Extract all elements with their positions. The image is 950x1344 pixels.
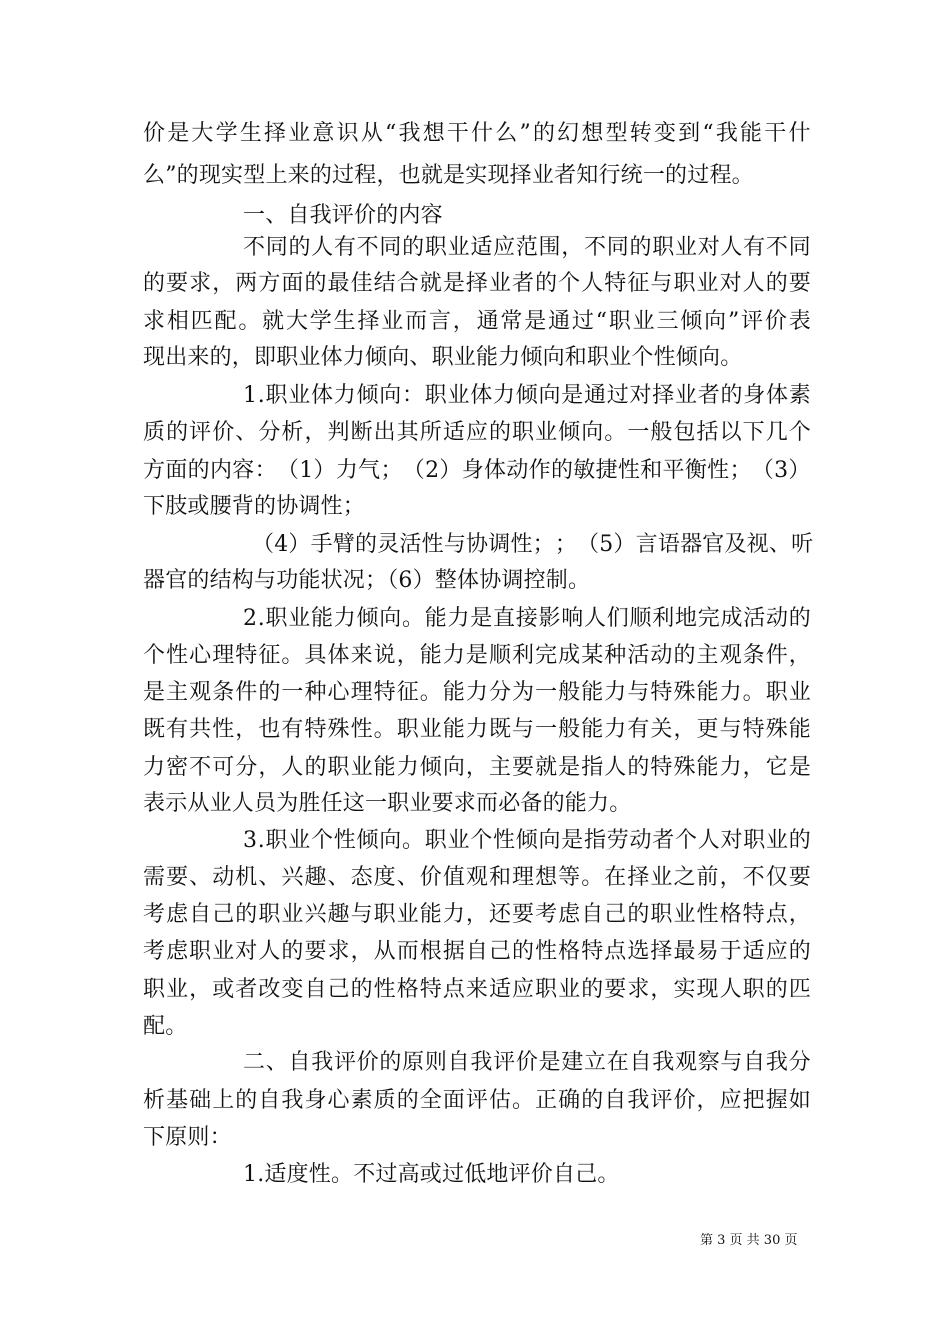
page-number: 第 3 页 共 30 页 (700, 1233, 798, 1248)
section-heading: 一、自我评价的内容 (243, 203, 443, 228)
text-line: 表示从业人员为胜任这一职业要求而必备的能力。 (143, 791, 632, 816)
text-line: 配。 (143, 1014, 188, 1039)
text-line: 质 的 评 价 、 分 析 ， 判 断 出 其 所 适 应 的 职 业 倾 向 。 一 般 包 括 以 下 几 个 (143, 420, 811, 445)
text-line: 职 业 ， 或 者 改 变 自 己 的 性 格 特 点 来 适 应 职 业 的 要 求 ， 实 现 人 职 的 匹 (143, 977, 811, 1002)
text-line: 考 虑 自 己 的 职 业 兴 趣 与 职 业 能 力 ， 还 要 考 虑 自 己 的 职 业 性 格 特 点 ， (143, 902, 811, 927)
text-line: 析 基 础 上 的 自 我 身 心 素 质 的 全 面 评 估 。 正 确 的 自 我 评 价 ， 应 把 握 如 (143, 1088, 811, 1113)
text-line: 需 要 、 动 机 、 兴 趣 、 态 度 、 价 值 观 和 理 想 等 。 在 择 业 之 前 ， 不 仅 要 (143, 865, 811, 890)
text-line: 既 有 共 性 ， 也 有 特 殊 性 。 职 业 能 力 既 与 一 般 能 力 有 关 ， 更 与 特 殊 能 (143, 717, 811, 742)
text-line: 方 面 的 内 容 ： （ 1 ） 力 气 ； （ 2 ） 身 体 动 作 的 敏 捷 性 和 平 衡 性 ； （ 3 ） (143, 458, 811, 483)
text-line: 求 相 匹 配 。 就 大 学 生 择 业 而 言 ， 通 常 是 通 过 “ 职 业 三 倾 向 ” 评 价 表 (143, 309, 811, 334)
text-line: （ 4 ） 手 臂 的 灵 活 性 与 协 调 性 ； ； （ 5 ） 言 语 器 官 及 视 、 听 (252, 532, 814, 557)
text-line: 现出来的，即职业体力倾向、职业能力倾向和职业个性倾向。 (143, 345, 743, 370)
text-line: 考 虑 职 业 对 人 的 要 求 ， 从 而 根 据 自 己 的 性 格 特 点 选 择 最 易 于 适 应 的 (143, 939, 811, 964)
text-line: 不 同 的 人 有 不 同 的 职 业 适 应 范 围 ， 不 同 的 职 业 对 人 有 不 同 (243, 235, 811, 260)
text-line: 器官的结构与功能状况；（6）整体协调控制。 (143, 568, 591, 593)
text-line: 是 主 观 条 件 的 一 种 心 理 特 征 。 能 力 分 为 一 般 能 力 与 特 殊 能 力 。 职 业 (143, 680, 811, 705)
text-line: 1 . 职 业 体 力 倾 向 ： 职 业 体 力 倾 向 是 通 过 对 择 业 者 的 身 体 素 (243, 383, 811, 408)
text-line: 么”的现实型上来的过程，也就是实现择业者知行统一的过程。 (143, 163, 754, 188)
text-line: 价 是 大 学 生 择 业 意 识 从 “ 我 想 干 什 么 ” 的 幻 想 型 转 变 到 “ 我 能 干 什 (143, 121, 811, 146)
text-line: 下肢或腰背的协调性； (143, 494, 366, 519)
text-line: 力 密 不 可 分 ， 人 的 职 业 能 力 倾 向 ， 主 要 就 是 指 人 的 特 殊 能 力 ， 它 是 (143, 755, 811, 780)
text-line: 的 要 求 ， 两 方 面 的 最 佳 结 合 就 是 择 业 者 的 个 人 特 征 与 职 业 对 人 的 要 (143, 271, 811, 296)
text-line: 个 性 心 理 特 征 。 具 体 来 说 ， 能 力 是 顺 利 完 成 某 种 活 动 的 主 观 条 件 ， (143, 643, 811, 668)
text-line: 1.适度性。不过高或过低地评价自己。 (243, 1162, 620, 1187)
text-line: 下原则： (143, 1125, 232, 1150)
text-line: 二 、 自 我 评 价 的 原 则 自 我 评 价 是 建 立 在 自 我 观 察 与 自 我 分 (243, 1050, 811, 1075)
text-line: 3 . 职 业 个 性 倾 向 。 职 业 个 性 倾 向 是 指 劳 动 者 个 人 对 职 业 的 (243, 828, 811, 853)
text-line: 2 . 职 业 能 力 倾 向 。 能 力 是 直 接 影 响 人 们 顺 利 地 完 成 活 动 的 (243, 606, 811, 631)
